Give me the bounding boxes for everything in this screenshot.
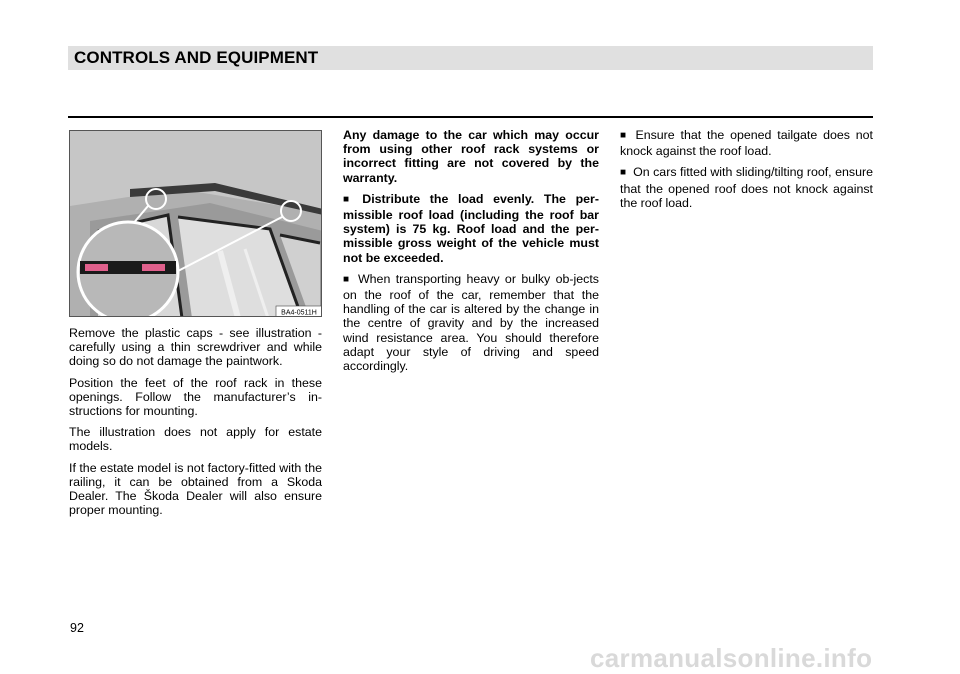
bullet-text: On cars fitted with sliding/tilting roof, ensure that the opened roof does not knock against the roof load. bbox=[620, 165, 873, 210]
bullet-text: When transporting heavy or bulky ob-jects on the roof of the car, remember that the handling of the car is altered by the change in the centre of gravity and by the increased wind resistance area. You should therefore adapt your style of driving and speed accordingly. bbox=[343, 271, 599, 374]
bullet-item bbox=[620, 128, 873, 158]
bullet-text: Ensure that the opened tailgate does not knock against the roof load. bbox=[620, 128, 873, 159]
paragraph: If the estate model is not factory-fitted with the railing, it can be obtained from a Skoda Dealer. The Škoda Dealer will also ensure proper mounting. bbox=[69, 460, 322, 518]
bullet-item bbox=[343, 272, 599, 373]
paragraph: The illustration does not apply for estate models. bbox=[69, 425, 322, 454]
bullet-item bbox=[343, 192, 599, 265]
paragraph: Remove the plastic caps - see illustration - carefully using a thin screwdriver and while doing so do not damage the paintwork. bbox=[69, 326, 322, 369]
bullet-text: Distribute the load evenly. The per-missible roof load (including the roof bar system) is 75 kg. Roof load and the per-missible gross weight of the vehicle must not be exceeded. bbox=[343, 191, 599, 265]
section-header-bar bbox=[68, 46, 873, 70]
column-middle bbox=[343, 128, 599, 380]
car-roof-drawing bbox=[70, 131, 322, 317]
figure-code: BA4-0511H bbox=[281, 309, 317, 317]
column-left bbox=[69, 326, 322, 524]
bullet-item bbox=[620, 165, 873, 210]
page-number: 92 bbox=[70, 621, 84, 635]
column-right bbox=[620, 128, 873, 217]
header-rule bbox=[68, 116, 873, 118]
watermark: carmanualsonline.info bbox=[590, 643, 873, 673]
warranty-warning: Any damage to the car which may occur from using other roof rack systems or incorrect fitting are not covered by the warranty. bbox=[343, 128, 599, 185]
section-title: CONTROLS AND EQUIPMENT bbox=[74, 48, 319, 67]
roof-rack-illustration bbox=[69, 130, 322, 317]
paragraph: Position the feet of the roof rack in these openings. Follow the manufacturer’s in-structions for mounting. bbox=[69, 375, 322, 419]
